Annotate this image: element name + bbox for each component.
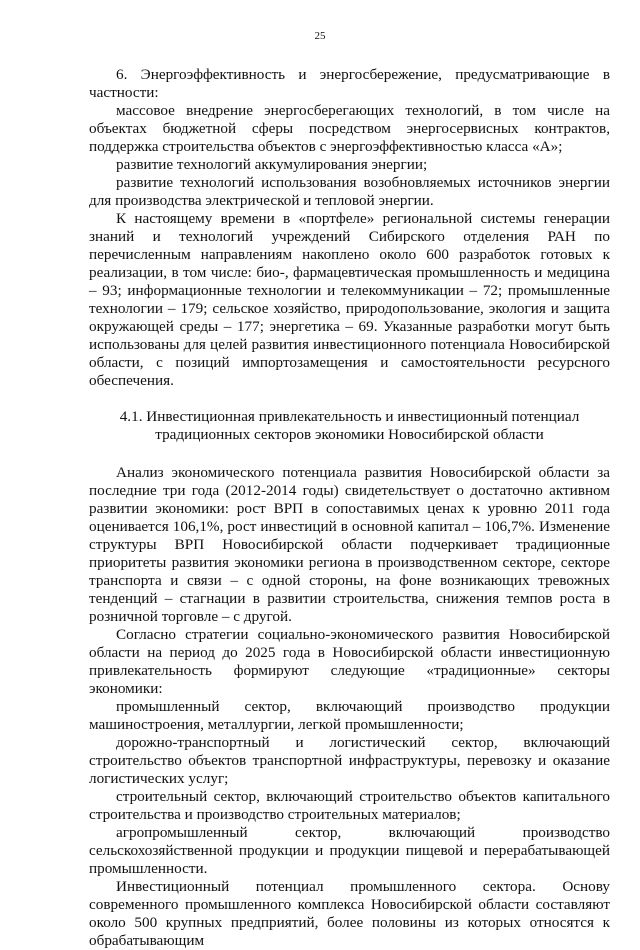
section-heading-line-1: 4.1. Инвестиционная привлекательность и инвестиционный потенциал — [119, 408, 580, 425]
paragraph-agro-sector: агропромышленный сектор, включающий производство сельскохозяйственной продукции и продукции пищевой и перерабатывающей промышленности. — [89, 824, 610, 877]
page-number: 25 — [314, 30, 326, 42]
paragraph-mass-implementation: массовое внедрение энергосберегающих технологий, в том числе на объектах бюджетной сферы посредством энергосервисных контрактов, поддержка строительства объектов с энергоэффективностью класса «А»; — [89, 102, 610, 155]
paragraph-ras-portfolio: К настоящему времени в «портфеле» региональной системы генерации знаний и технологий учреждений Сибирского отделения РАН по перечисленным направлениям накоплено около 600 разработок готовых к реализации, в том числе: био-, фармацевтическая промышленность и медицина – 93; информационные технологии и телекоммуникации – 72; промышленные технологии – 179; сельское хозяйство, природопользование, экология и защита окружающей среды – 177; энергетика – 69. Указанные разработки могут быть использованы для целей развития инвестиционного потенциала Новосибирской области, с позиций импортозамещения и самостоятельности ресурсного обеспечения. — [89, 210, 610, 389]
paragraph-energy-efficiency: 6. Энергоэффективность и энергосбережение, предусматривающие в частности: — [89, 66, 610, 101]
paragraph-renewable-energy: развитие технологий использования возобновляемых источников энергии для производства электрической и тепловой энергии. — [89, 174, 610, 209]
section-heading-line-2: традиционных секторов экономики Новосибирской области — [155, 426, 544, 443]
paragraph-economic-analysis: Анализ экономического потенциала развития Новосибирской области за последние три года (2012-2014 годы) свидетельствует о достаточно активном развитии экономики: рост ВРП в сопоставимых ценах к уровню 2011 года оценивается 106,1%, рост инвестиций в основной капитал – 106,7%. Изменение структуры ВРП Новосибирской области подчеркивает традиционные приоритеты развития экономики региона в производственном секторе, секторе транспорта и связи – с одной стороны, на фоне возникающих тревожных тенденций – стагнации в развитии строительства, снижения темпов роста в розничной торговле – с другой. — [89, 464, 610, 625]
paragraph-strategy: Согласно стратегии социально-экономического развития Новосибирской области на период до 2025 года в Новосибирской области инвестиционную привлекательность формируют следующие «традиционные» секторы экономики: — [89, 626, 610, 697]
paragraph-industrial-sector: промышленный сектор, включающий производство продукции машиностроения, металлургии, легкой промышленности; — [89, 698, 610, 733]
paragraph-transport-sector: дорожно-транспортный и логистический сектор, включающий строительство объектов транспортной инфраструктуры, перевозку и оказание логистических услуг; — [89, 734, 610, 787]
section-heading — [89, 408, 610, 444]
document-body — [89, 60, 610, 950]
paragraph-industrial-potential: Инвестиционный потенциал промышленного сектора. Основу современного промышленного комплекса Новосибирской области составляют около 500 крупных предприятий, более половины из которых относятся к обрабатывающим — [89, 878, 610, 949]
paragraph-energy-storage: развитие технологий аккумулирования энергии; — [116, 156, 428, 173]
paragraph-construction-sector: строительный сектор, включающий строительство объектов капитального строительства и производство строительных материалов; — [89, 788, 610, 823]
